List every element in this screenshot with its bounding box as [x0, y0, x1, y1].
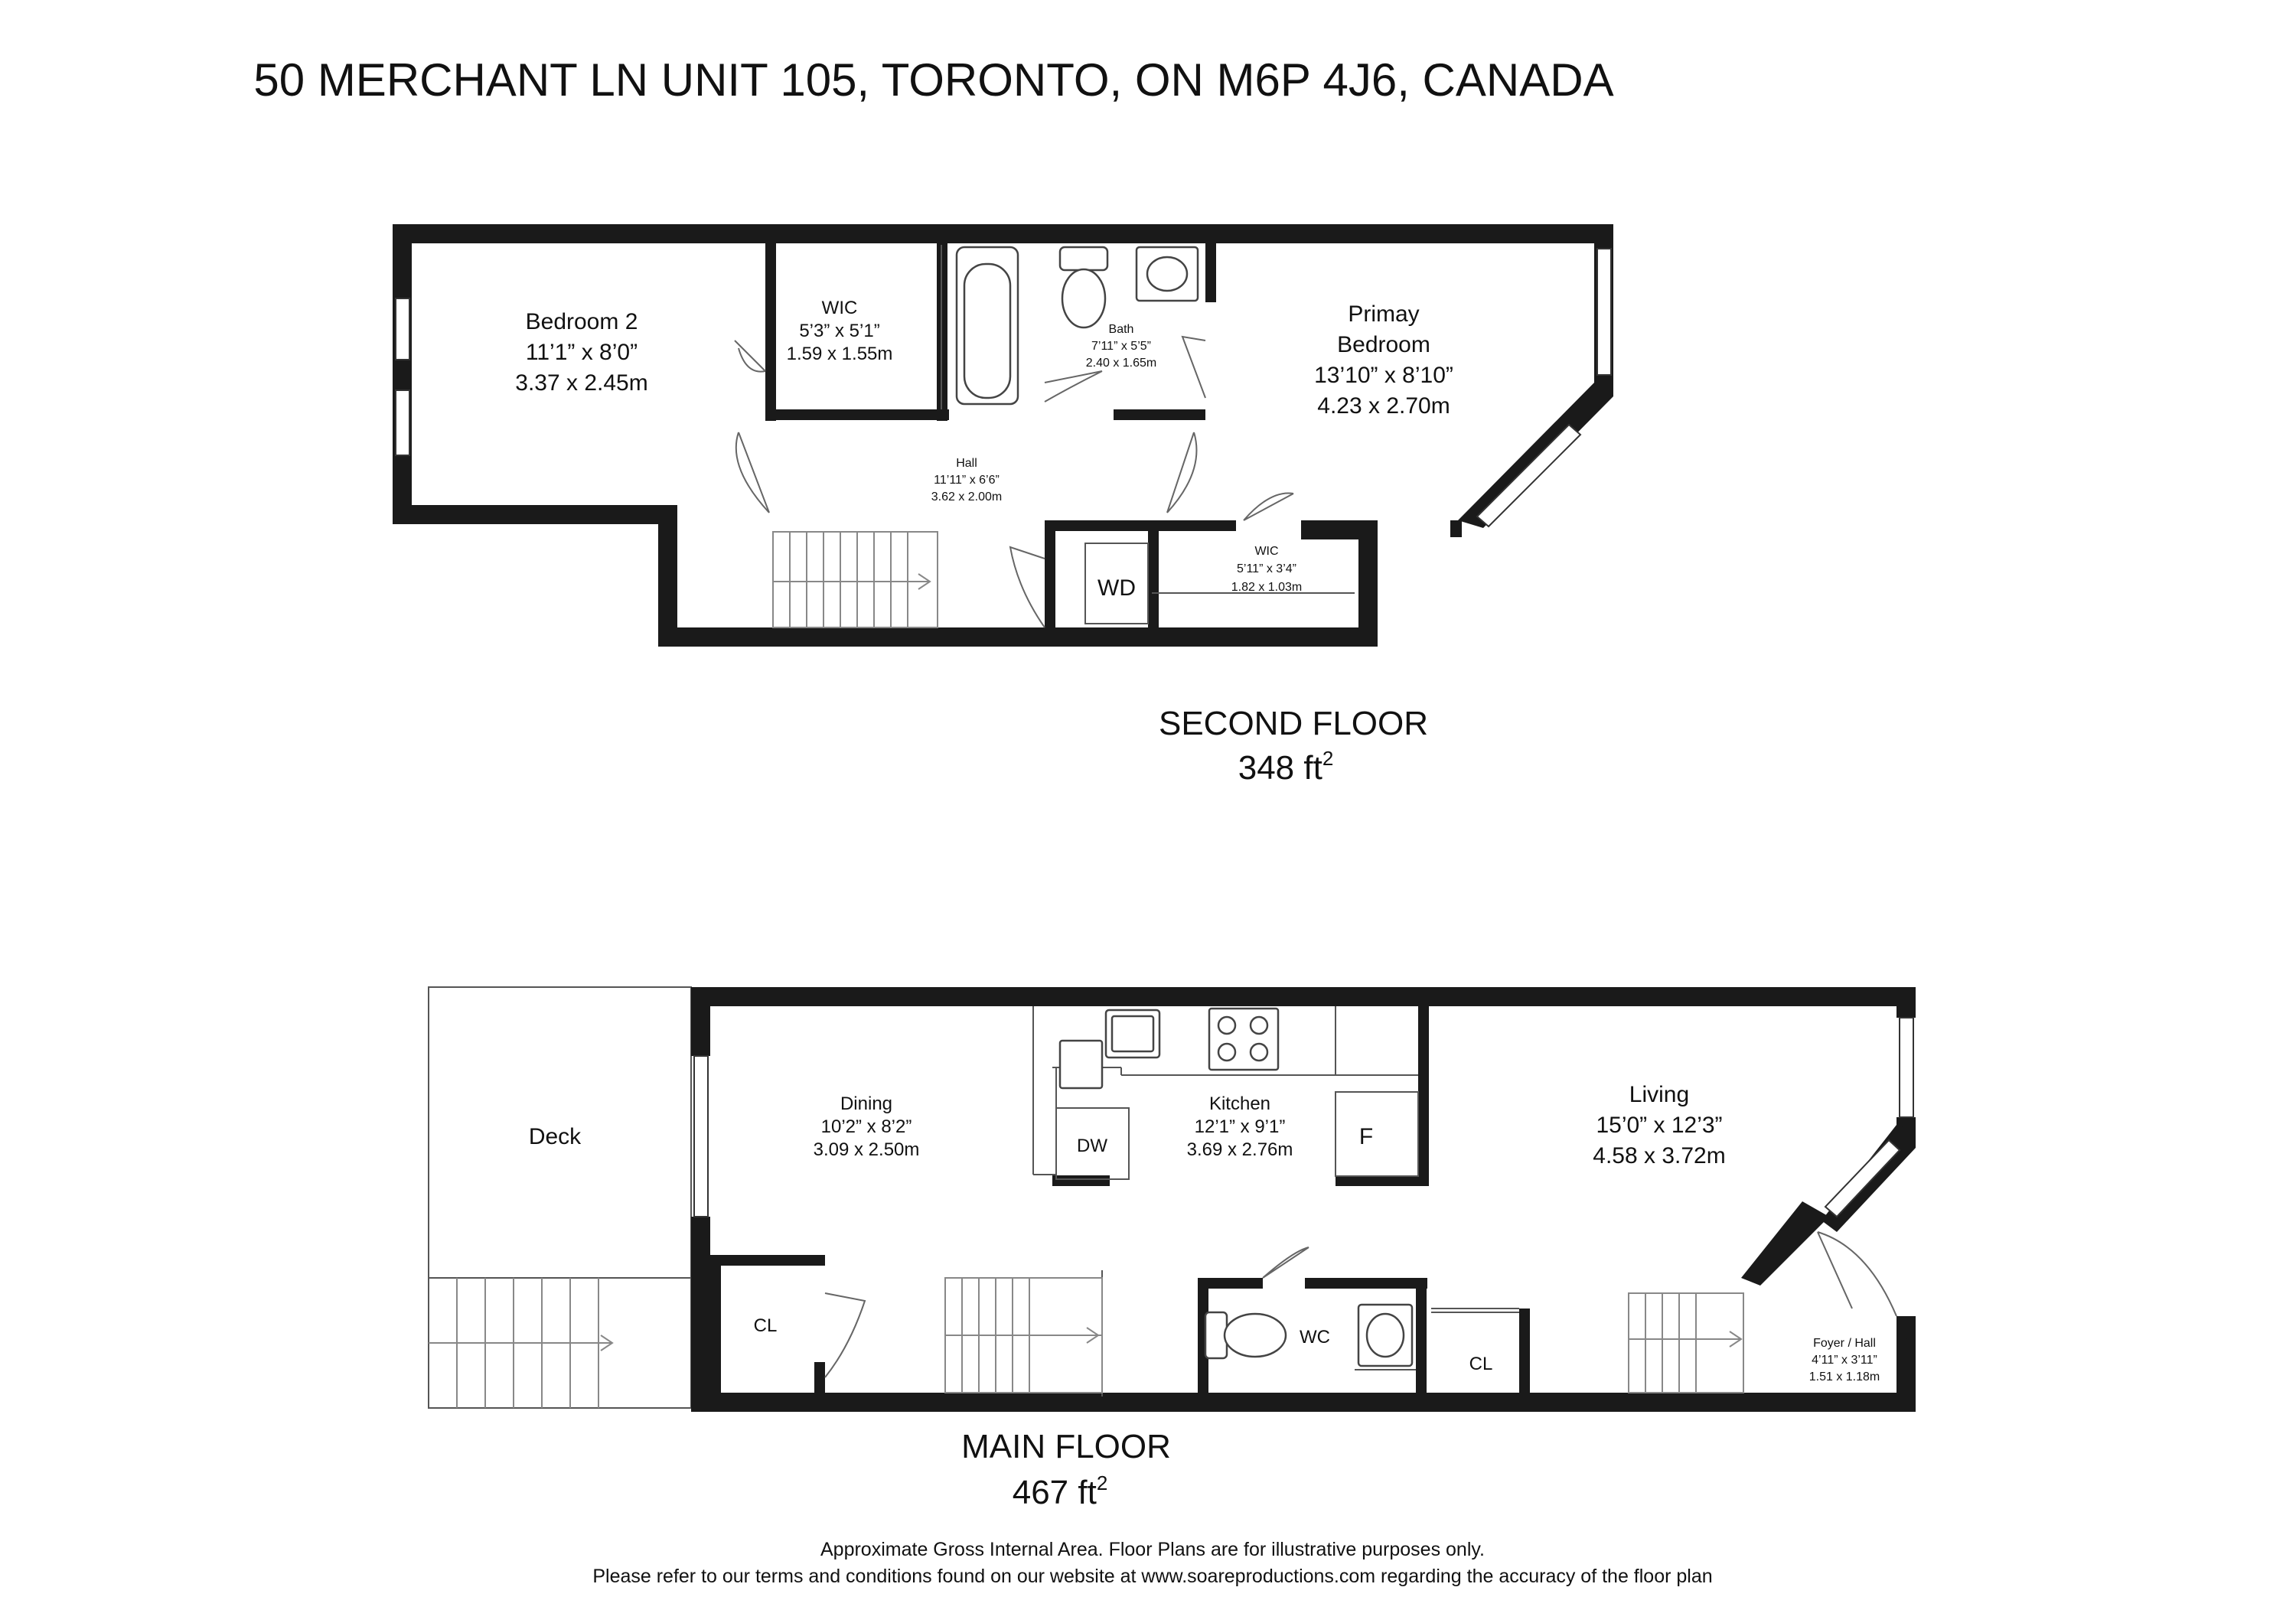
main-floor-area-sup: 2 [1096, 1471, 1108, 1494]
second-sink [1060, 1041, 1102, 1088]
hall-imperial: 11’11” x 6’6” [934, 474, 1000, 487]
address-title: 50 MERCHANT LN UNIT 105, TORONTO, ON M6P 4J6, CANADA [253, 54, 1614, 106]
main-staircase-1 [945, 1278, 1102, 1393]
bedroom2-imperial: 11’1” x 8’0” [525, 340, 638, 365]
wic2-name: WIC [1254, 545, 1279, 558]
wall [658, 627, 1378, 647]
wc-label: WC [1300, 1327, 1330, 1348]
toilet-tank [1060, 247, 1107, 270]
wall [1045, 520, 1159, 531]
wall [658, 505, 677, 647]
hall-name: Hall [956, 457, 977, 470]
second-floor-plan [393, 224, 1613, 787]
second-floor-area-value: 348 ft [1238, 749, 1322, 787]
wall [691, 1393, 1916, 1412]
bedroom2-metric: 3.37 x 2.45m [515, 370, 648, 396]
door [1182, 337, 1205, 398]
toilet-bowl [1062, 269, 1105, 328]
kitchen-metric: 3.69 x 2.76m [1186, 1139, 1293, 1160]
staircase [773, 532, 938, 627]
wall [765, 409, 949, 420]
bedroom2-name: Bedroom 2 [525, 309, 638, 334]
dining-metric: 3.09 x 2.50m [813, 1139, 920, 1160]
closet-label-1: CL [753, 1315, 778, 1336]
second-floor-area [1238, 747, 1334, 787]
main-floor-area [1013, 1471, 1108, 1511]
door [735, 341, 765, 372]
bath-metric: 2.40 x 1.65m [1085, 357, 1157, 370]
footer-terms: Please refer to our terms and conditions found on our website at www.soareproductions.com regarding the accuracy of the floor plan [592, 1566, 1713, 1587]
wall [814, 1362, 825, 1396]
wall [691, 1217, 710, 1408]
window [1597, 249, 1611, 375]
wall [1045, 520, 1055, 643]
wall [710, 1255, 825, 1266]
wall [1205, 237, 1216, 302]
window [1477, 425, 1580, 526]
wic1-metric: 1.59 x 1.55m [786, 344, 893, 364]
deck [429, 987, 691, 1408]
burner [1251, 1044, 1267, 1061]
bathtub-basin [964, 264, 1010, 398]
main-staircase-2 [1629, 1293, 1743, 1393]
kitchen-sink-basin [1112, 1016, 1153, 1051]
wall [393, 224, 412, 523]
deck-label: Deck [528, 1124, 582, 1149]
fridge [1336, 1092, 1418, 1176]
wall [1458, 379, 1613, 528]
primary-imperial: 13’10” x 8’10” [1314, 363, 1453, 388]
main-floor-area-value: 467 ft [1012, 1474, 1097, 1511]
bath-imperial: 7’11” x 5’5” [1091, 340, 1151, 353]
wc-sink-basin [1367, 1314, 1404, 1357]
footer-disclaimer: Approximate Gross Internal Area. Floor Plans are for illustrative purposes only. [820, 1539, 1485, 1560]
wall [1114, 409, 1205, 420]
primary-name-2: Bedroom [1337, 332, 1430, 357]
door [1263, 1247, 1309, 1278]
burner [1251, 1017, 1267, 1034]
foyer-name: Foyer / Hall [1813, 1337, 1876, 1350]
living-imperial: 15’0” x 12’3” [1596, 1113, 1723, 1138]
door [1045, 371, 1102, 402]
wall [691, 987, 1916, 1006]
hall-metric: 3.62 x 2.00m [931, 490, 1003, 504]
wall [1416, 1278, 1427, 1400]
closet-label-2: CL [1469, 1354, 1493, 1374]
door [1010, 547, 1045, 627]
window [396, 390, 409, 455]
wall [1336, 1175, 1429, 1186]
washer-dryer-label: WD [1097, 575, 1136, 601]
door [1167, 432, 1196, 513]
second-floor-area-sup: 2 [1322, 747, 1334, 770]
window [396, 298, 409, 360]
door [1818, 1232, 1896, 1316]
wic1-name: WIC [821, 298, 858, 318]
main-floor-plan [429, 987, 1916, 1511]
wall [1418, 1002, 1429, 1186]
window [1900, 1018, 1913, 1117]
wall [1450, 520, 1462, 537]
wall [393, 224, 1613, 243]
primary-name-1: Primay [1348, 301, 1420, 327]
wic1-imperial: 5’3” x 5’1” [799, 321, 880, 341]
bath-name: Bath [1108, 323, 1134, 336]
door [1244, 493, 1293, 520]
window [1825, 1140, 1900, 1217]
living-metric: 4.58 x 3.72m [1593, 1143, 1726, 1168]
dining-imperial: 10’2” x 8’2” [820, 1116, 912, 1137]
wall [1301, 520, 1378, 539]
stove [1209, 1009, 1278, 1070]
window [694, 1056, 708, 1217]
main-floor-title: MAIN FLOOR [961, 1428, 1171, 1465]
wall [1052, 1175, 1110, 1186]
wall [1896, 987, 1916, 1018]
wall [1152, 520, 1236, 531]
wall [1741, 1201, 1829, 1286]
living-name: Living [1629, 1082, 1690, 1107]
wall [710, 1255, 721, 1400]
foyer-imperial: 4’11” x 3’11” [1812, 1354, 1877, 1367]
sink-basin [1147, 257, 1187, 291]
deck-stairs [429, 1278, 612, 1408]
primary-metric: 4.23 x 2.70m [1317, 393, 1450, 419]
toilet-bowl [1225, 1314, 1286, 1357]
dining-name: Dining [840, 1093, 893, 1114]
wic2-metric: 1.82 x 1.03m [1231, 581, 1303, 594]
kitchen-name: Kitchen [1208, 1093, 1271, 1114]
kitchen-imperial: 12’1” x 9’1” [1194, 1116, 1286, 1137]
wall [1358, 528, 1378, 647]
fridge-label: F [1358, 1124, 1374, 1149]
wall [765, 237, 776, 421]
wall [1519, 1309, 1530, 1400]
second-floor-title: SECOND FLOOR [1158, 705, 1429, 742]
wall [691, 987, 710, 1056]
wall [1305, 1278, 1427, 1289]
burner [1218, 1017, 1235, 1034]
wall [393, 505, 676, 524]
door [736, 432, 769, 513]
foyer-metric: 1.51 x 1.18m [1808, 1370, 1880, 1383]
dishwasher-label: DW [1077, 1136, 1107, 1156]
wall [1148, 520, 1159, 643]
door [825, 1293, 865, 1377]
burner [1218, 1044, 1235, 1061]
wic2-imperial: 5’11” x 3’4” [1237, 562, 1296, 575]
